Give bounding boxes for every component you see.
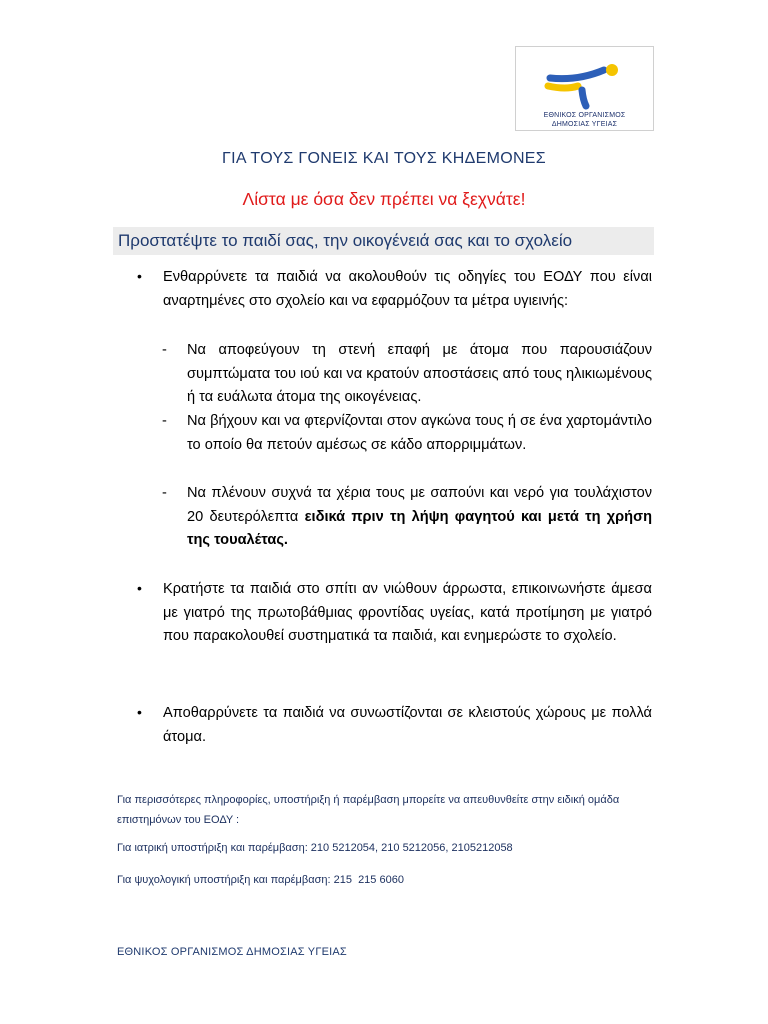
logo-text-line2: ΔΗΜΟΣΙΑΣ ΥΓΕΙΑΣ: [551, 121, 618, 128]
logo-text-line1: ΕΘΝΙΚΟΣ ΟΡΓΑΝΙΣΜΟΣ: [543, 112, 626, 119]
page-title: ΓΙΑ ΤΟΥΣ ΓΟΝΕΙΣ ΚΑΙ ΤΟΥΣ ΚΗΔΕΜΟΝΕΣ: [222, 150, 546, 167]
section-banner: [113, 227, 654, 255]
bullet-marker: •: [137, 268, 142, 284]
bullet-1-sub-1: Να αποφεύγουν τη στενή επαφή με άτομα που παρουσιάζουν συμπτώματα του ιού και να κρατούν αποστάσεις από τους ηλικιωμένους ή τα ευάλωτα άτομα της οικογένειας.: [187, 342, 652, 406]
eody-logo-icon: [544, 56, 626, 110]
info-medical-phones: Για ιατρική υποστήριξη και παρέμβαση: 210 5212054, 210 5212056, 2105212058: [117, 842, 513, 854]
bullet-1-sub-3-normal: Να πλένουν συχνά τα χέρια τους με σαπούνι και νερό για τουλάχιστον 20 δευτερόλεπτα: [187, 485, 652, 525]
page-subtitle: Λίστα με όσα δεν πρέπει να ξεχνάτε!: [242, 189, 526, 209]
bullet-1-sub-3: [187, 482, 652, 553]
bullet-marker: •: [137, 580, 142, 596]
info-intro: Για περισσότερες πληροφορίες, υποστήριξη ή παρέμβαση μπορείτε να απευθυνθείτε στην ειδική ομάδα επιστημόνων του ΕΟΔΥ :: [117, 794, 620, 826]
section-banner-text: Προστατέψτε το παιδί σας, την οικογένειά σας και το σχολείο: [118, 231, 573, 250]
eody-logo: [515, 46, 654, 131]
footer-org-name: ΕΘΝΙΚΟΣ ΟΡΓΑΝΙΣΜΟΣ ΔΗΜΟΣΙΑΣ ΥΓΕΙΑΣ: [117, 946, 347, 958]
dash-marker: -: [162, 485, 167, 501]
bullet-3-text: Αποθαρρύνετε τα παιδιά να συνωστίζονται σε κλειστούς χώρους με πολλά άτομα.: [163, 705, 652, 745]
bullet-1-text: Ενθαρρύνετε τα παιδιά να ακολουθούν τις οδηγίες του ΕΟΔΥ που είναι αναρτημένες στο σχολείο και να εφαρμόζουν τα μέτρα υγιεινής:: [163, 269, 652, 309]
bullet-marker: •: [137, 704, 142, 720]
dash-marker: -: [162, 342, 167, 358]
bullet-1-sub-2: Να βήχουν και να φτερνίζονται στον αγκώνα τους ή σε ένα χαρτομάντιλο το οποίο θα πετούν αμέσως σε κάδο απορριμμάτων.: [187, 413, 652, 453]
bullet-2-text: Κρατήστε τα παιδιά στο σπίτι αν νιώθουν άρρωστα, επικοινωνήστε άμεσα με γιατρό της πρωτοβάθμιας φροντίδας υγείας, κατά προτίμηση με γιατρό που παρακολουθεί συστηματικά τα παιδιά, και ενημερώστε το σχολείο.: [163, 581, 652, 645]
info-psych-phone: Για ψυχολογική υποστήριξη και παρέμβαση: 215 215 6060: [117, 874, 404, 886]
dash-marker: -: [162, 413, 167, 429]
bullet-1-sub-3-bold: ειδικά πριν τη λήψη φαγητού και μετά τη χρήση της τουαλέτας.: [187, 508, 652, 549]
